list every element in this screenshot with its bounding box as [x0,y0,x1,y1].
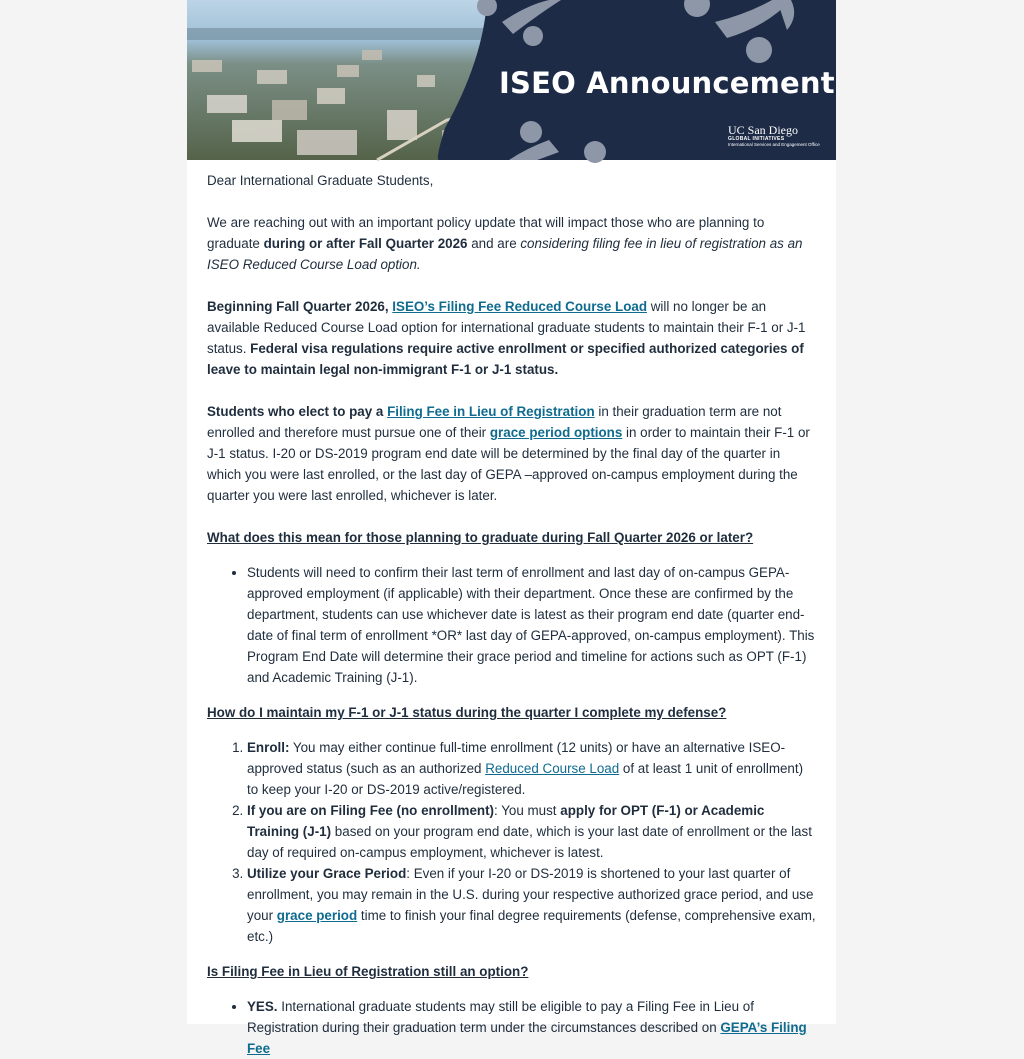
ucsd-logo [728,124,820,147]
grace-period-options-link[interactable]: grace period options [489,425,623,440]
bullet-list-2 [207,996,816,1059]
email-card [187,0,836,1056]
step-grace-period [247,863,816,947]
heading-maintain-status: How do I maintain my F-1 or J-1 status during the quarter I complete my defense? [207,705,727,720]
step-filing-fee-text-2: based on your program end date, which is your last date of enrollment or the last day of required on-campus employment, whichever is latest. [247,824,812,860]
heading-fall-2026: What does this mean for those planning to graduate during Fall Quarter 2026 or later? [207,530,754,545]
logo-name: UC San Diego [728,123,798,137]
filing-fee-rcl-link[interactable]: ISEO’s Filing Fee Reduced Course Load [392,299,648,314]
intro-paragraph [207,212,816,275]
intro-bold: during or after Fall Quarter 2026 [263,236,468,251]
step-grace-label: Utilize your Grace Period [247,866,407,881]
list-item [247,996,816,1059]
banner-title: ISEO Announcement [499,66,835,100]
steps-list [207,737,816,947]
step-filing-fee-bold: apply for OPT (F-1) or Academic Training (J-1) [247,803,765,839]
heading-filing-fee-option: Is Filing Fee in Lieu of Registration still an option? [207,964,529,979]
step-enroll [247,737,816,800]
logo-line1: GLOBAL INITIATIVES [728,136,785,142]
logo-line2: International Services and Engagement Office [728,142,820,147]
policy-bold-tail: Federal visa regulations require active enrollment or specified authorized categories of leave to maintain legal non-immigrant F-1 or J-1 status. [207,341,804,377]
yes-text: International graduate students may still be eligible to pay a Filing Fee in Lieu of Registration during their graduation term under the circumstances described on [247,999,754,1035]
step-filing-fee [247,800,816,863]
gepa-filing-fee-link[interactable]: GEPA’s Filing Fee [247,1020,807,1056]
reduced-course-load-link[interactable]: Reduced Course Load [485,761,620,776]
policy-paragraph [207,296,816,380]
list-item: • Students will need to confirm their last term of enrollment and last day of on-campus GEPA-approved employment (if applicable) with their department. Once these are confirmed by the department, students can use whichever date is latest as their program end date (quarter end-date of final term of enrollment *OR* last day of GEPA-approved, on-campus employment). This Program End Date will determine their grace period and timeline for actions such as OPT (F-1) and Academic Training (J-1). [247,562,816,688]
policy-text: will no longer be an available Reduced Course Load option for international graduate students to maintain their F-1 or J-1 status. [207,299,806,356]
step-grace-text-2: time to finish your final degree requirements (defense, comprehensive exam, etc.) [247,908,816,944]
step-filing-fee-label: If you are on Filing Fee (no enrollment) [247,803,494,818]
step-enroll-label: Enroll: [247,740,290,755]
step-grace-text: : Even if your I-20 or DS-2019 is shortened to your last quarter of enrollment, you may remain in the U.S. during your respective authorized grace period, and use your [247,866,814,923]
step-enroll-text: You may either continue full-time enrollment (12 units) or have an alternative ISEO-approved status (such as an authorized [247,740,786,776]
filing-fee-text-2: in order to maintain their F-1 or J-1 status. I-20 or DS-2019 program end date will be determined by the final day of the quarter in which you were last enrolled, or the last day of GEPA –approved on-campus employment during the quarter you were last enrolled, whichever is later. [207,425,810,503]
email-body [187,160,836,1059]
filing-fee-lieu-link[interactable]: Filing Fee in Lieu of Registration [387,404,595,419]
bullet-list [207,562,816,688]
intro-text: We are reaching out with an important policy update that will impact those who are planning to graduate [207,215,765,251]
filing-fee-bold: Students who elect to pay a [207,404,388,419]
policy-bold-lead: Beginning Fall Quarter 2026, [207,299,393,314]
announcement-banner [187,0,836,160]
filing-fee-text: in their graduation term are not enrolled and therefore must pursue one of their [207,404,782,440]
greeting: Dear International Graduate Students, [207,173,434,188]
intro-italic: considering filing fee in lieu of registration as an ISEO Reduced Course Load option. [207,236,803,272]
step-filing-fee-text: : You must [494,803,561,818]
step-enroll-text-2: of at least 1 unit of enrollment) to keep your I-20 or DS-2019 active/registered. [247,761,804,797]
filing-fee-paragraph [207,401,816,506]
intro-text-2: and are [467,236,521,251]
grace-period-link[interactable]: grace period [276,908,358,923]
yes-label: YES. [247,999,278,1014]
